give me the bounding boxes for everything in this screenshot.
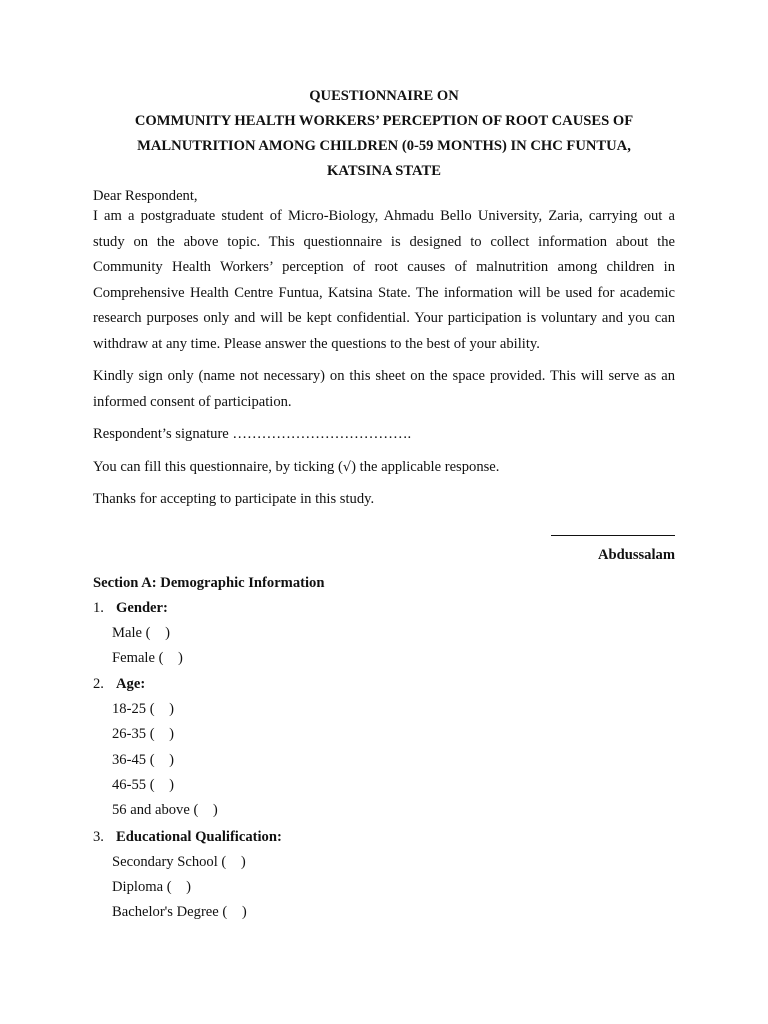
- option-age-36-45[interactable]: 36-45 ( ): [112, 751, 175, 768]
- option-age-26-35[interactable]: 26-35 ( ): [112, 726, 175, 743]
- option-bachelors-degree[interactable]: Bachelor's Degree ( ): [112, 904, 247, 921]
- intro-paragraph: I am a postgraduate student of Micro-Biology, Ahmadu Bello University, Zaria, carrying out a study on the above topic. This questionnaire is designed to collect information about the Community Health Workers’ perception of root causes of malnutrition among children in Comprehensive Health Centre Funtua, Katsina State. The information will be used for academic research purposes only and will be kept confidential. Your participation is voluntary and you can withdraw at any time. Please answer the questions to the best of your ability.: [93, 208, 675, 352]
- option-secondary-school[interactable]: Secondary School ( ): [112, 853, 246, 870]
- option-age-56-above[interactable]: 56 and above ( ): [112, 802, 218, 819]
- instruction-paragraph: [93, 455, 675, 481]
- title-line: KATSINA STATE: [327, 163, 441, 179]
- tick-icon: √: [342, 459, 352, 475]
- questionnaire-page: [93, 84, 675, 925]
- option-diploma[interactable]: Diploma ( ): [112, 878, 192, 895]
- author-name: Abdussalam: [597, 546, 675, 563]
- question-number: 3.: [93, 828, 104, 845]
- question-text: Age:: [116, 676, 146, 693]
- question-gender: [93, 595, 675, 621]
- instruction-text-before: You can fill this questionnaire, by ticking (: [93, 458, 343, 475]
- title-line: COMMUNITY HEALTH WORKERS’ PERCEPTION OF ROOT CAUSES OF: [134, 113, 634, 129]
- instruction-text-after: ) the applicable response.: [351, 458, 500, 475]
- option-age-18-25[interactable]: 18-25 ( ): [112, 701, 175, 718]
- question-number: 1.: [93, 599, 104, 616]
- question-number: 2.: [93, 676, 104, 693]
- option-age-46-55[interactable]: 46-55 ( ): [112, 776, 175, 793]
- option-male[interactable]: Male ( ): [112, 624, 170, 641]
- question-text: Educational Qualification:: [116, 828, 282, 845]
- author-signature-rule: [93, 523, 675, 541]
- thanks-paragraph: Thanks for accepting to participate in this study.: [93, 491, 375, 507]
- document-title: [93, 84, 675, 184]
- greeting: Dear Respondent,: [93, 188, 198, 204]
- section-a-title: Section A: Demographic Information: [93, 574, 325, 591]
- signature-line[interactable]: Respondent’s signature ……………………………….: [93, 426, 412, 442]
- title-line: MALNUTRITION AMONG CHILDREN (0-59 MONTHS) IN CHC FUNTUA,: [137, 138, 631, 154]
- consent-paragraph: Kindly sign only (name not necessary) on this sheet on the space provided. This will serve as an informed consent of participation.: [93, 368, 675, 410]
- title-line: QUESTIONNAIRE ON: [309, 88, 459, 104]
- question-text: Gender:: [116, 599, 168, 616]
- option-female[interactable]: Female ( ): [112, 649, 183, 666]
- question-education: [93, 824, 675, 850]
- question-age: [93, 671, 675, 697]
